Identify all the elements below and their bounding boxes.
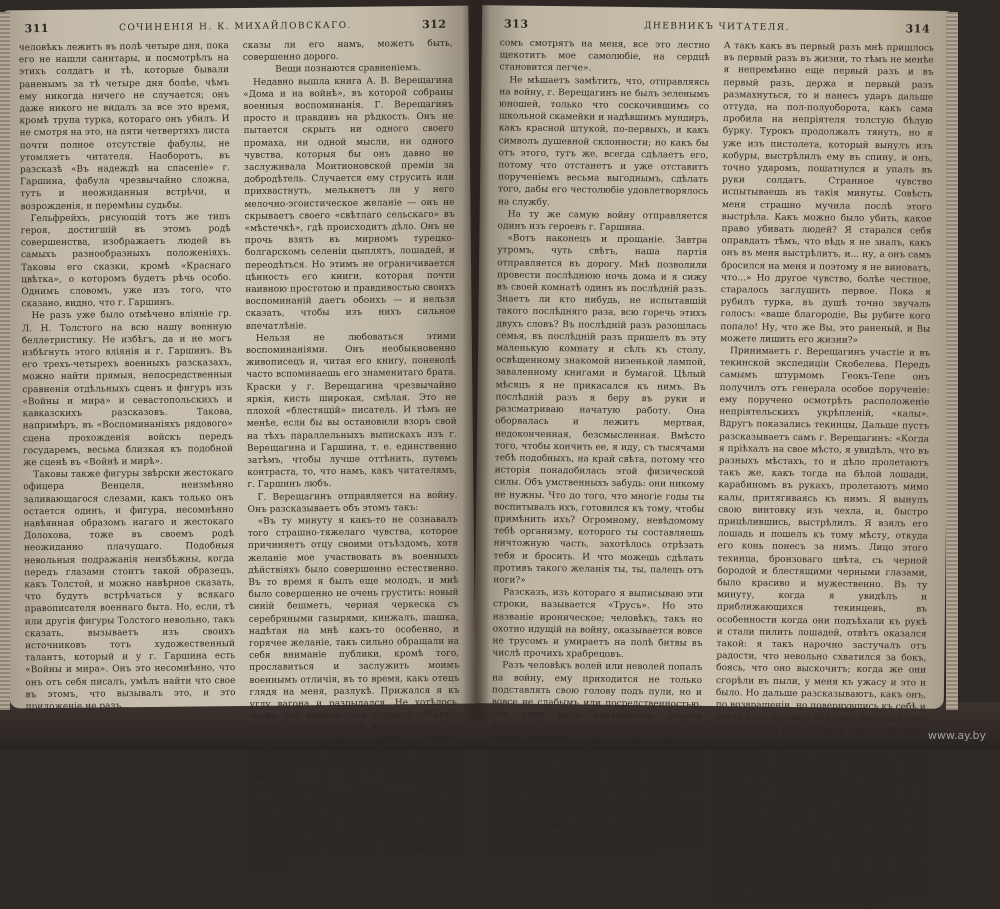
running-title-right: ДНЕВНИКЪ ЧИТАТЕЛЯ. <box>644 21 791 33</box>
paragraph: человѣкъ лежитъ въ полѣ четыре дня, пока его не нашли санитары, и посмотрѣлъ на этихъ солдатъ и тѣ, которые бывали раненымъ за тѣ четыре дня болѣе, чѣмъ ему никогда ничего не случается; онъ даже никого не видалъ за все это время, кромѣ трупа турка, котораго онъ убилъ. И не смотря на это, на пяти четвертяхъ листа почти полное отсутствіе фабулы, не утомляетъ читателя. Наоборотъ, въ разсказѣ «Въ надеждѣ на спасеніе» г. Гаршина, фабула чрезвычайно сложна, тутъ и неожиданныя встрѣчи, и возрожденія, и перемѣны судьбы. <box>18 41 231 212</box>
right-page-header <box>504 17 930 40</box>
paragraph: Нельзя не любоваться этими воспоминаніями. Онъ необыкновенно живописецъ и, читая его книгу, поневолѣ часто вспоминаешь его знаменитаго брата. Краски у г. Верещагина чрезвычайно яркія, кисть широкая, смѣлая. Это не плохой «блестящій» писатель. И тѣмъ не менѣе, если бы вы остановили взоръ свой на тѣхъ параллельныхъ выпискахъ изъ г. Верещагина и Гаршина, т. е. единственно затѣмъ, чтобы лучше оттѣнить, путемъ контраста, то, что намъ, какъ читателямъ, г. Гаршинъ любъ. <box>245 331 458 491</box>
page-number-314: 314 <box>905 22 931 36</box>
left-page-header <box>24 18 446 40</box>
watermark: www.ay.by <box>927 729 986 742</box>
paragraph: Недавно вышла книга А. В. Верещагина «Дома и на войнѣ», въ которой собраны военныя воспоминанія. Г. Верещагинъ просто и правдивъ на рѣдкость. Онъ не пытается скрыть ни одного своего промаха, ни одной мысли, ни одного чувства, которыя бы онъ давно не заслуживала Монтионовской преміи за добродѣтель. Случается ему струсить или прихвастнуть, мелькнетъ ли у него мелочно-эгоистическое желаніе — онъ не скрываетъ своего «свѣтлаго сельскаго» въ «мѣстечкѣ», гдѣ происходитъ дѣло. Онъ не прочь взять въ мирномъ турецко-болгарскомъ селеніи цыплятъ, лошадей, и переодѣться. Но этимъ не ограничивается цѣнность его книги, которая почти наивною простотою и правдивостью своихъ воспоминаній даетъ обоихъ — и нельзя сказать, чтобы изъ нихъ сильное впечатлѣніе. <box>243 75 456 332</box>
page-number-312: 312 <box>421 17 447 32</box>
left-page-column-1 <box>18 40 236 713</box>
paragraph: Таковы также фигуры звѣрски жестокаго офицера Венцеля, неизмѣнно заливающагося слезами, какъ только онъ остается одинъ, и фигура, несомнѣнно навѣянная образомъ нагаго и жестокаго Долохова, тоже въ своемъ родѣ неожиданно плачущаго. Подобныя невольныя подражанія неизбѣжны, когда передъ глазами стоитъ такой образецъ, какъ Толстой, и можно навѣрное сказать, что будутъ встрѣчаться у всякаго правописателя военнаго быта. Но, если, тѣ или другія фигуры Толстого невольно, такъ сказать, вызываетъ изъ своихъ источниковъ тотъ художественный талантъ, который и у г. Гаршина есть «Войны и мира». Онъ это несомнѣнно, что онъ отъ себя писалъ, умѣлъ найти что свое въ этомъ, что вызывалъ это, и это приложеніе не разъ. <box>23 468 236 713</box>
paragraph: сказы ли его намъ, можетъ быть, совершенно дорого. <box>242 38 453 64</box>
paragraph: Принимаетъ г. Верещагинъ участіе и въ текинской экспедиціи Скобелева. Передъ самымъ штурмомъ Геокъ-Тепе онъ получилъ отъ генерала особое порученіе: ему поручено осмотрѣть расположеніе непріятельскихъ укрѣпленій, «калы». Вдругъ показались текинцы, Дальше пустъ разсказываетъ самъ г. Верещагинъ: «Когда я пріѣхалъ на свое мѣсто, я увидѣлъ, что въ разныхъ мѣстахъ, то и дѣло пролетаютъ такъ же, какъ тогда на бѣлой лошади, карабиномъ въ рукахъ, пролетаютъ мимо калы, притягиваясь къ нимъ. Я вынулъ свою винтовку изъ чехла, и, быстро прицѣлившись, выстрѣлилъ. Я взялъ его лошадь и пошелъ къ тому мѣсту, откуда его конь понесъ за нимъ. Лицо этого техинца, бронзоваго цвѣта, съ черной бородой и блестящими черными глазами, было красиво и мужественно. Въ ту минуту, когда я увидѣлъ и приближающихся текинцевъ, въ особенности когда они подъѣхали къ рукѣ и стали пилить лошадей, отвѣтъ оказался такой: я такъ нарочно застучалъ отъ радости, что невольно схватился за бокъ, боясь, что оно выскочитъ; когда же они сгорѣли въ пыли, у меня къ ужасу и это и было. Но дальше разсказываютъ, какъ онъ, по возвращеніи, но повернувшись къ себѣ и сталъ подъ пулями. Всѣ такъ было сдѣлано въ послѣдній разъ. Между тѣмъ Скобелевъ возвращался къ своимъ. Въ Верещагинъ назначенъ быть защитникомъ этихъ укрѣпленій, и дорогой говоритъ: «Ну, скажи у Верещагина есть убитые или раненые?» Мой конь, какъ было, и я вынуждено отвѣтилъ: «Никакъ нѣтъ». Генералъ, словно неудовольствіемъ, и дѣйствительно представилъ меня къ Георгіевскому кресту». И какъ я услыхалъ это — разсказываетъ г. Верещагинъ, — мнѣ было совсѣмъ не до того въ этихъ условіяхъ, и когда просто сказали: «Еще бы не быть рубить головы въ рядахъ у текинцевъ подъ носъ моего носу!...» <box>713 346 931 908</box>
paragraph: сомъ смотрятъ на меня, все это лестно щекотитъ мое самолюбіе, на сердцѣ становится легче». <box>499 38 710 74</box>
page-number-311: 311 <box>24 21 50 36</box>
paragraph: Гельфрейхъ, рисующій тотъ же типъ героя, достигшій въ этомъ родѣ совершенства, изображаетъ людей въ самыхъ разнообразныхъ положеніяхъ. Таковы его сказки, кромѣ «Краснаго цвѣтка», о которомъ будетъ рѣчь особо. Однимъ словомъ, уже изъ того, что сказано, видно, что г. Гаршинъ. <box>20 211 232 310</box>
paragraph: Не мѣшаетъ замѣтить, что, отправляясь на войну, г. Верещагинъ не былъ зеленымъ юношей, только что соскочившимъ со школьной скамейки и надѣвшимъ мундиръ, какъ красной штукой, по-первыхъ, и какъ символъ душевной склонности; но какъ бы отъ этого, тутъ же, всегда сдѣлаетъ его, потому что отстанетъ и уже отставитъ порученіемъ весьма выгоднымъ, сдѣлать того, дабы его честолюбіе удовлетворялось на службу. <box>497 75 710 208</box>
paragraph: На ту же самую войну отправляется одинъ изъ героевъ г. Гаршина. <box>497 209 708 234</box>
running-title-left: СОЧИНЕНІЯ Н. К. МИХАЙЛОВСКАГО. <box>119 20 352 34</box>
paragraph: Не разъ уже было отмѣчено вліяніе гр. Л. Н. Толстого на всю нашу военную беллетристику. Не избѣгъ, да и не могъ избѣгнуть этого вліянія и г. Гаршинъ. Въ его трехъ-четырехъ военныхъ разсказахъ, можно найти прямыя, непосредственныя сравненія отдѣльныхъ сценъ и фигуръ изъ «Войны и мира» и севастопольскихъ и кавказскихъ разсказовъ. Такова, напримѣръ, въ «Воспоминаніяхъ рядового» сцена прохожденія войскъ передъ государемъ, весьма близкая къ подобной же сценѣ въ «Войнѣ и мирѣ». <box>21 309 234 469</box>
page-number-313: 313 <box>503 17 529 31</box>
paragraph: Вещи познаются сравненіемъ. <box>275 63 421 76</box>
left-page-column-2 <box>242 38 462 869</box>
paragraph: Разъ человѣкъ волей или неволей попалъ на войну, ему приходится не только подставлять свою голову подъ пули, но и вовсе не слабымъ или посредственностью, онъ самъ разъ оказывается, спустя довольно продолжительное время, въ такихъ условіяхъ, которыя совершенно ему противорѣчатъ. «Увидавъ турка, въ первое мгновеніе я такъ, будто опомнился отъ неожиданности и въ голову мнѣ, какъ сумасшедшій накинулся, и что закричать: «Здѣсь, здѣсь, вотъ онъ, мой!» Въ то же время замахиваюсь на него плетью, вмѣсто шашки. Затѣмъ, вынувъ ее, не слишкомъ замѣтя этого, но въ испугѣ, выхватываю шашку и наношу ударъ по плечу. <box>489 660 703 856</box>
right-page-column-2 <box>713 40 934 908</box>
paragraph: «Вотъ наконецъ и прощаніе. Завтра утромъ, чуть свѣтъ, наша партія отправляется въ дорогу. Мнѣ позволили провести послѣднюю ночь дома и я сижу въ своей комнатѣ одинъ въ послѣдній разъ. Знаетъ ли кто нибудь, не испытавшій такого послѣдняго раза, всю горечь этихъ двухъ словъ? Въ послѣдній разъ разошлась семья, въ послѣдній разъ пришелъ въ эту маленькую комнату и сѣлъ къ столу, освѣщенному знакомой низенькой лампой, заваленному книгами и бумагой. Цѣлый мѣсяцъ я не прикасался къ нимъ. Въ послѣдній разъ я беру въ руки и разсматриваю начатую работу. Она оборвалась и лежитъ мертвая, недоконченная, безсмысленная. Вмѣсто того, чтобы кончить ее, я иду, съ тысячами тебѣ подобныхъ, на край свѣта, потому что исторія понадобилась этой физической силы. Объ умственныхъ забудь: они никому не нужны. Что до того, что многіе годы ты воспитывалъ ихъ, готовился къ тому, чтобы примѣнить ихъ? Огромному, невѣдомому тебѣ организму, которого ты составляешь ничтожную часть, захотѣлось отрѣзать тебя и бросить. И что можешь сдѣлать противъ такого желанія ты, ты, палецъ отъ ноги?» <box>493 233 708 586</box>
page-edges-left <box>0 12 10 710</box>
right-page <box>474 5 952 908</box>
paragraph: «Въ ту минуту я какъ-то не сознавалъ того страшно-тяжелаго чувства, которое причиняетъ отцу своими отъѣздомъ, хотя желаніе мое участвовать въ военныхъ дѣйствіяхъ было совершенно естественно. Въ то время я былъ еще молодъ, и мнѣ было совершенно не очень грустить: новый синій бешметъ, черная черкеска съ серебряными газырями, кинжалъ, шашка, надѣтая на мнѣ какъ-то особенно, и горячее желаніе, такъ сильно обращали на себя вниманіе публики, кромѣ того, прославиться и заслужить моимъ военнымъ отличія, въ то время, какъ отецъ глядя на меня, разлукѣ. Прижался я къ углу вагона и разрыдался. Не хотѣлось, чтобы всѣ видѣли, что я плачу. «Какъ!.. казакъ, съ виду такой воинственный, въ такой страшной шапкѣ, вдругъ расплакался?» Что подумаютъ обо мнѣ сосѣди? Всѣ они такъ удивлено на меня смотрятъ и съ любопытствомъ разглядываютъ всего. Невольно отвернулся я къ окошку и задумался. Но вотъ первый звонокъ. Кондукторъ, Я выхожу, садятся отправятся въ дорогу. Жандармъ на платформѣ вытягивается передо мной, а барыни и барышни съ интере- <box>247 514 462 869</box>
book-gutter <box>462 0 490 720</box>
paragraph: Г. Верещагинъ отправляется на войну. Онъ разсказываетъ объ этомъ такъ: <box>247 490 458 515</box>
page-edges-right <box>946 12 958 710</box>
paragraph: Разсказъ, изъ котораго я выписываю эти строки, называется «Трусъ». Но это названіе ироническое; человѣкъ, такъ но охотно идущій на войну, оказывается вовсе не трусомъ и умираетъ на полѣ битвы въ числѣ прочихъ храбрецовъ. <box>492 587 704 661</box>
left-page <box>2 6 475 869</box>
right-page-column-1 <box>489 37 710 856</box>
paragraph: А такъ какъ въ первый разъ мнѣ пришлось въ первый разъ въ жизни, то тѣмъ не менѣе я непремѣнно еще первый разъ и въ первый разъ, держа и первый разъ размахнуться, то и нанесъ ударъ дальше оттуда, на пол-полуоборота, какъ сама пробила на непріятеля толстую бѣлую бурку. Турокъ продолжалъ тянуть, но я уже изъ пистолета, который вынулъ изъ кобуры, выстрѣлилъ ему въ спину, и онъ, точно ударомъ, пошатнулся и упалъ въ руки солдатъ. Странное чувство испытываешь въ такія минуты. Совѣсть меня страшно мучила послѣ этого выстрѣла. Какъ можно было убить, какое право убивать людей? Я старался себя оправдать тѣмъ, что вѣдь я не зналъ, какъ онъ въ меня выстрѣлитъ, и... ну, а онъ самъ бросился на меня и поэтому я не виноватъ, что...» Но другое чувство, болѣе честное, старалось заглушить первое. Пока я рубилъ турка, въ душѣ точно звучалъ голосъ: «ваше благородіе, Вы рубите кого попало! Ну, что же Вы, это раненый, и Вы можете лишить его жизни?» <box>720 41 934 346</box>
